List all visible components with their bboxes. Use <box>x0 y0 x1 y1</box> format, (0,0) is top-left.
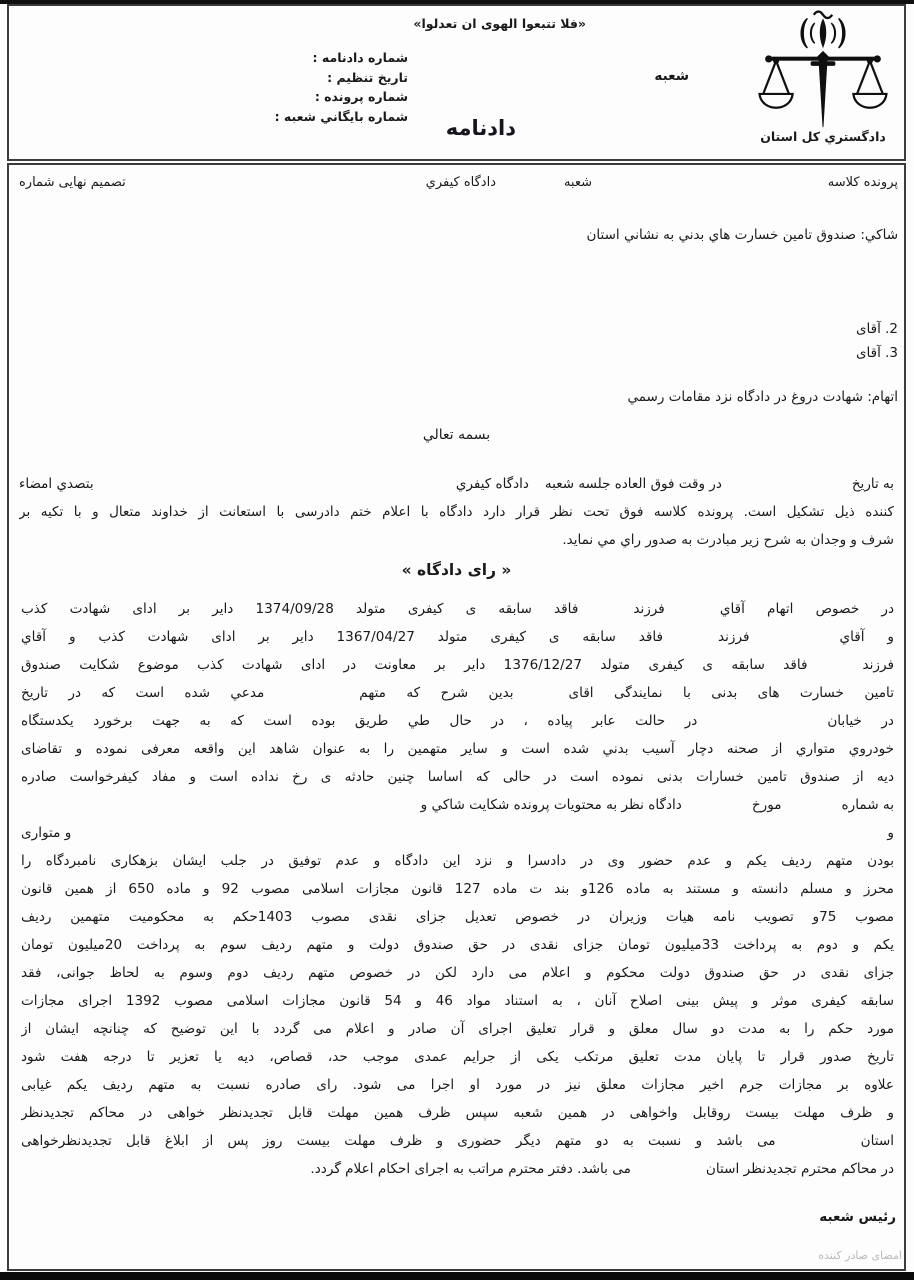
verdict-line-16: مورد حکم را به مدت دو سال معلق و قرار تعلیق اجرای آن صادر و اعلام می گردد با این توضیح که چنانچه ایشان از <box>21 1021 894 1037</box>
signer-title: رئیس شعبه <box>819 1209 896 1225</box>
redacted-name-gap <box>631 1172 706 1173</box>
letterhead-box <box>7 4 906 161</box>
redacted-name-gap <box>697 724 827 725</box>
redacted-name-gap <box>663 640 718 641</box>
redacted-name-gap <box>578 612 633 613</box>
verdict-line-10: بودن متهم ردیف یکم و عدم حضور وی در دادسرا و نزد این دادگاه و عدم توفیق در جلب ایشان بزهکاری نامبردگاه را <box>21 853 894 869</box>
redacted-name-gap <box>776 1144 861 1145</box>
plaintiff-line: شاکي: صندوق تامین خسارت هاي بدني به نشاني استان <box>586 227 898 243</box>
document-number-labels <box>275 48 408 126</box>
verdict-line-20: استانمی باشد و نسبت به دو متهم دیگر حضوری و ظرف مهلت بیست روز پس از ابلاغ قابل تجدیدنظرخواهی <box>21 1133 894 1149</box>
intro-date-label: به تاریخ <box>851 476 894 492</box>
verdict-line-1: در خصوص اتهام آقايفرزندفاقد سابقه ی کیفری متولد 1374/09/28 دایر بر ادای شهادت کذب <box>21 601 894 617</box>
redacted-name-gap <box>808 668 863 669</box>
redacted-number-gap <box>782 808 842 809</box>
verdict-number-label: شماره دادنامه : <box>312 50 408 65</box>
final-decision-label: تصمیم نهایی شماره <box>19 175 126 190</box>
judiciary-logo-block <box>750 8 896 144</box>
bottom-scan-bar <box>0 1272 914 1280</box>
case-info-row <box>9 175 904 195</box>
intro-line-2: کننده ذیل تشکیل است. پرونده کلاسه فوق تحت نظر قرار دارد دادگاه با اعلام ختم دادرسی با استعانت از خداوند متعال و با تکیه بر <box>19 504 894 520</box>
scales-of-justice-icon <box>750 8 896 132</box>
verdict-line-6: خودروي متواري از صحنه دچار آسیب بدني شده است و سایر متهمین را به عنوان شاهد این واقعه معرفی نموده و تقاضای <box>21 741 894 757</box>
court-name-label: دادگاه کیفري <box>425 175 496 190</box>
verdict-line-9: و و متواری <box>21 825 894 841</box>
charge-line: اتهام: شهادت دروغ در دادگاه نزد مقامات رسمي <box>627 389 898 405</box>
intro-signature-text: بتصدي امضاء <box>19 476 94 492</box>
verdict-line-2: و آقايفرزندفاقد سابقه ی کیفری متولد 1367/04/27 دایر بر ادای شهادت کذب و آقاي <box>21 629 894 645</box>
issuer-signature-note: امضای صادر کننده <box>818 1249 902 1262</box>
defendant-3-line: 3. آقای <box>855 345 898 361</box>
redacted-date-gap <box>682 808 752 809</box>
organization-name: دادگستري کل استان <box>760 129 886 144</box>
branch-archive-label: شماره بایگاني شعبه : <box>274 108 408 124</box>
case-number-label: شماره پرونده : <box>314 89 408 104</box>
verdict-line-8: به شمارهمورخدادگاه نظر به محتویات پرونده شکایت شاکي و <box>420 797 894 813</box>
verdict-line-4: تامین خسارت های بدنی با نمایندگی اقایبدین شرح که متهممدعي شده است که در تاریخ <box>21 685 894 701</box>
verdict-line-21: در محاکم محترم تجدیدنظر استانمی باشد. دفتر محترم مراتب به اجرای احکام اعلام گردد. <box>310 1161 894 1177</box>
redacted-name-gap <box>749 640 839 641</box>
case-branch-label: شعبه <box>563 175 592 190</box>
verdict-line-18: علاوه بر مجازات جرم اخیر مجازات معلق نیز در مورد او اجرا می شود. رای صادره نسبت به متهم ردیف یکم غیابی <box>21 1077 894 1093</box>
verdict-line-7: دیه از صندوق تامین خسارات بدنی نموده است در حالی که اساسا چنین حادثه ی رخ نداده است و مفاد کیفرخواست صادره <box>21 769 894 785</box>
document-title: دادنامه <box>445 116 516 140</box>
verdict-line-17: تاریخ صدور قرار تا پایان مدت تعلیق مرتکب یکی از جرایم عمدی موجب حد، قصاص، دیه یا تعزیر تا درجه هفت شود <box>21 1049 894 1065</box>
redacted-name-gap <box>665 612 720 613</box>
verdict-body-box <box>7 163 906 1271</box>
verdict-line-19: و ظرف مهلت بیست روقابل واخواهی در همین شعبه سپس ظرف همین مهلت قابل تجدیدنظر خواهی در محاکم تجدیدنظر <box>21 1105 894 1121</box>
session-intro-paragraph <box>19 471 894 555</box>
case-file-label: پرونده کلاسه <box>827 175 898 190</box>
branch-label: شعبه <box>654 68 689 84</box>
verdict-line-15: سابقه کیفری موثر و پیش بینی اصلاح آنان ، به استناد مواد 46 و 54 قانون مجازات اسلامی مصوب 1392 اجرای مجازات <box>21 993 894 1009</box>
intro-line-3: شرف و وجدان به شرح زیر مبادرت به صدور راي مي نماید. <box>562 532 894 548</box>
verdict-line-14: جزای نقدی در حق صندوق دولت محکوم و اعلام می دارد لکن در خصوص متهم ردیف دوم وسوم به لحاظ جوانی، فقد <box>21 965 894 981</box>
bismillah: بسمه تعالي <box>422 427 491 443</box>
intro-line-1 <box>19 471 894 499</box>
redacted-name-gap <box>514 696 569 697</box>
verdict-line-11: محرز و مسلم دانسته و مستند به ماده 126و بند ت ماده 127 قانون مجازات اسلامی مصوب 92 و ماده 650 از همین قانون <box>21 881 894 897</box>
verdict-line-12: مصوب 75و تصویب نامه هیات وزیران در خصوص تعدیل جزای نقدی مصوب 1403حکم به محکومیت متهمین ردیف <box>21 909 894 925</box>
intro-session-text: در وقت فوق العاده جلسه شعبه <box>544 476 722 492</box>
redacted-name-gap <box>264 696 359 697</box>
verdict-line-5: در خیاباندر حالت عابر پیاده ، در حال طي طریق بوده است که به جهت برخورد یکدستگاه <box>21 713 894 729</box>
verdict-heading: « رای دادگاه » <box>401 561 512 579</box>
issue-date-label: تاریخ تنظیم : <box>327 69 408 85</box>
defendant-2-line: 2. آقای <box>855 321 898 337</box>
verdict-text <box>21 595 894 1183</box>
quran-verse: «فلا تتبعوا الهوی ان تعدلوا» <box>413 16 586 31</box>
verdict-line-3: فرزندفاقد سابقه ی کیفری متولد 1376/12/27 دایر بر معاونت در ادای شهادت کذب موضوع شکایت صندوق <box>21 657 894 673</box>
verdict-line-13: یکم و دوم به پرداخت 33میلیون تومان جزای نقدی در حق صندوق دولت و متهم ردیف سوم به پرداخت 20میلیون تومان <box>21 937 894 953</box>
intro-court-text: دادگاه کیفري <box>455 476 529 492</box>
